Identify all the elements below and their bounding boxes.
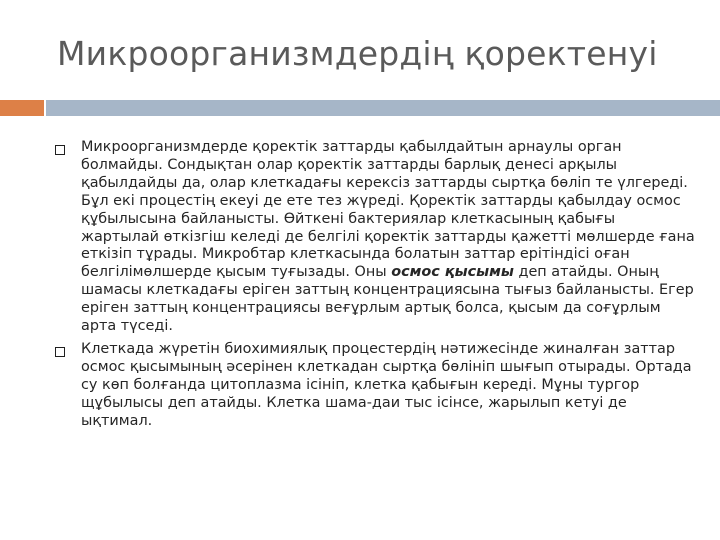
bullet-text-part: Микроорганизмдерде қоректік заттарды қабылдайтын арнаулы орган болмайды. Сондықтан олар қоректік заттарды барлық денесі арқылы қабылдайды да, олар клеткадағы керексіз заттарды сыртқа бөліп те үлгереді. Бұл екі процестің екеуі де ете тез жүреді. Қоректік заттарды қабылдау осмос құбылысына байланысты. Өйткені бактериялар клеткасының қабығы жартылай өткізгіш келеді де белгілі қоректік заттарды қажетті мөлшерде ғана еткізіп тұрады. Микробтар клеткасында болатын заттар ерітіндісі оған белгілімөлшерде қысым туғызады. Оны: [81, 139, 695, 281]
title-rule-bar: [46, 100, 720, 116]
hollow-square-icon: [55, 347, 65, 357]
bullet-list: [55, 139, 695, 436]
slide-title: Микроорганизмдердің қоректенуі: [57, 34, 658, 73]
title-accent-bar: [0, 100, 44, 116]
bullet-item-nutrition: [55, 139, 695, 336]
hollow-square-icon: [55, 145, 65, 155]
bullet-item-turgor: [55, 341, 695, 431]
bullet-text: Клеткада жүретін биохимиялық процестердің нәтижесінде жиналған заттар осмос қысымының әсерінен клеткадан сыртқа бөлініп шығып отырады. Ортада су көп болғанда цитоплазма ісініп, клетка қабығын кереді. Мұны тургор щұбылысы деп атайды. Клетка шама-даи тыс ісінсе, жарылып кетуі де ықтимал.: [81, 340, 692, 429]
bullet-text-part: деп атайды. Оның шамасы клеткадағы еріген заттың концентрациясына тығыз байланысты. Егер еріген заттың концентрациясы веғұрлым артық болса, қысым да соғұрлым арта түседі.: [81, 264, 694, 335]
osmotic-pressure-term: осмос қысымы: [391, 264, 514, 281]
bullet-text: [81, 139, 695, 336]
